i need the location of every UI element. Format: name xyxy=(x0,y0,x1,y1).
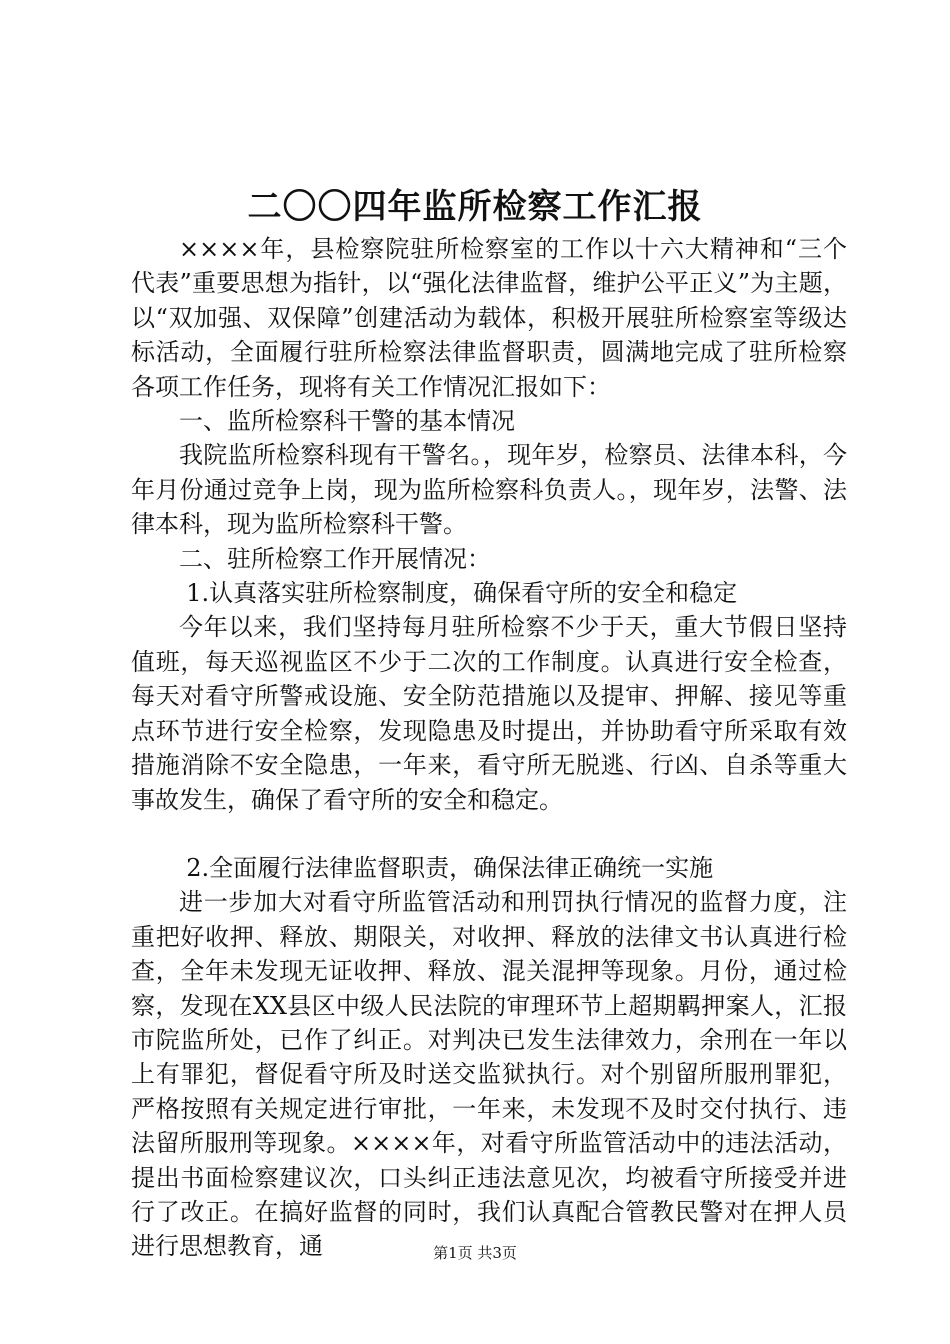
section-heading-1: 一、监所检察科干警的基本情况 xyxy=(179,407,515,436)
page-number-footer: 第1页 共3页 xyxy=(433,1244,517,1262)
staff-paragraph: 我院监所检察科现有干警名。，现年岁，检察员、法律本科，今年月份通过竞争上岗，现为监所检察科负责人。，现年岁，法警、法律本科，现为监所检察科干警。 xyxy=(131,441,847,539)
safety-paragraph: 今年以来，我们坚持每月驻所检察不少于天，重大节假日坚持值班，每天巡视监区不少于二次的工作制度。认真进行安全检查，每天对看守所警戒设施、安全防范措施以及提审、押解、接见等重点环节进行安全检察，发现隐患及时提出，并协助看守所采取有效措施消除不安全隐患，一年来，看守所无脱逃、行凶、自杀等重大事故发生，确保了看守所的安全和稳定。 xyxy=(131,613,847,814)
supervision-paragraph: 进一步加大对看守所监管活动和刑罚执行情况的监督力度，注重把好收押、释放、期限关，对收押、释放的法律文书认真进行检查，全年未发现无证收押、释放、混关混押等现象。月份，通过检察，发现在XX县区中级人民法院的审理环节上超期羁押案人，汇报市院监所处，已作了纠正。对判决已发生法律效力，余刑在一年以上有罪犯，督促看守所及时送交监狱执行。对个别留所服刑罪犯，严格按照有关规定进行审批，一年来，未发现不及时交付执行、违法留所服刑等现象。××××年，对看守所监管活动中的违法活动，提出书面检察建议次，口头纠正违法意见次，均被看守所接受并进行了改正。在搞好监督的同时，我们认真配合管教民警对在押人员进行思想教育，通 xyxy=(131,888,847,1261)
subsection-heading-2: 2.全面履行法律监督职责，确保法律正确统一实施 xyxy=(186,853,714,882)
intro-paragraph: ××××年，县检察院驻所检察室的工作以十六大精神和“三个代表”重要思想为指针，以“强化法律监督，维护公平正义”为主题，以“双加强、双保障”创建活动为载体，积极开展驻所检察室等级达标活动，全面履行驻所检察法律监督职责，圆满地完成了驻所检察各项工作任务，现将有关工作情况汇报如下： xyxy=(131,235,847,401)
document-body xyxy=(131,232,847,1264)
subsection-heading-1: 1.认真落实驻所检察制度，确保看守所的安全和稳定 xyxy=(186,579,738,608)
section-heading-2: 二、驻所检察工作开展情况： xyxy=(179,544,491,573)
document-title: 二〇〇四年监所检察工作汇报 xyxy=(247,187,703,227)
